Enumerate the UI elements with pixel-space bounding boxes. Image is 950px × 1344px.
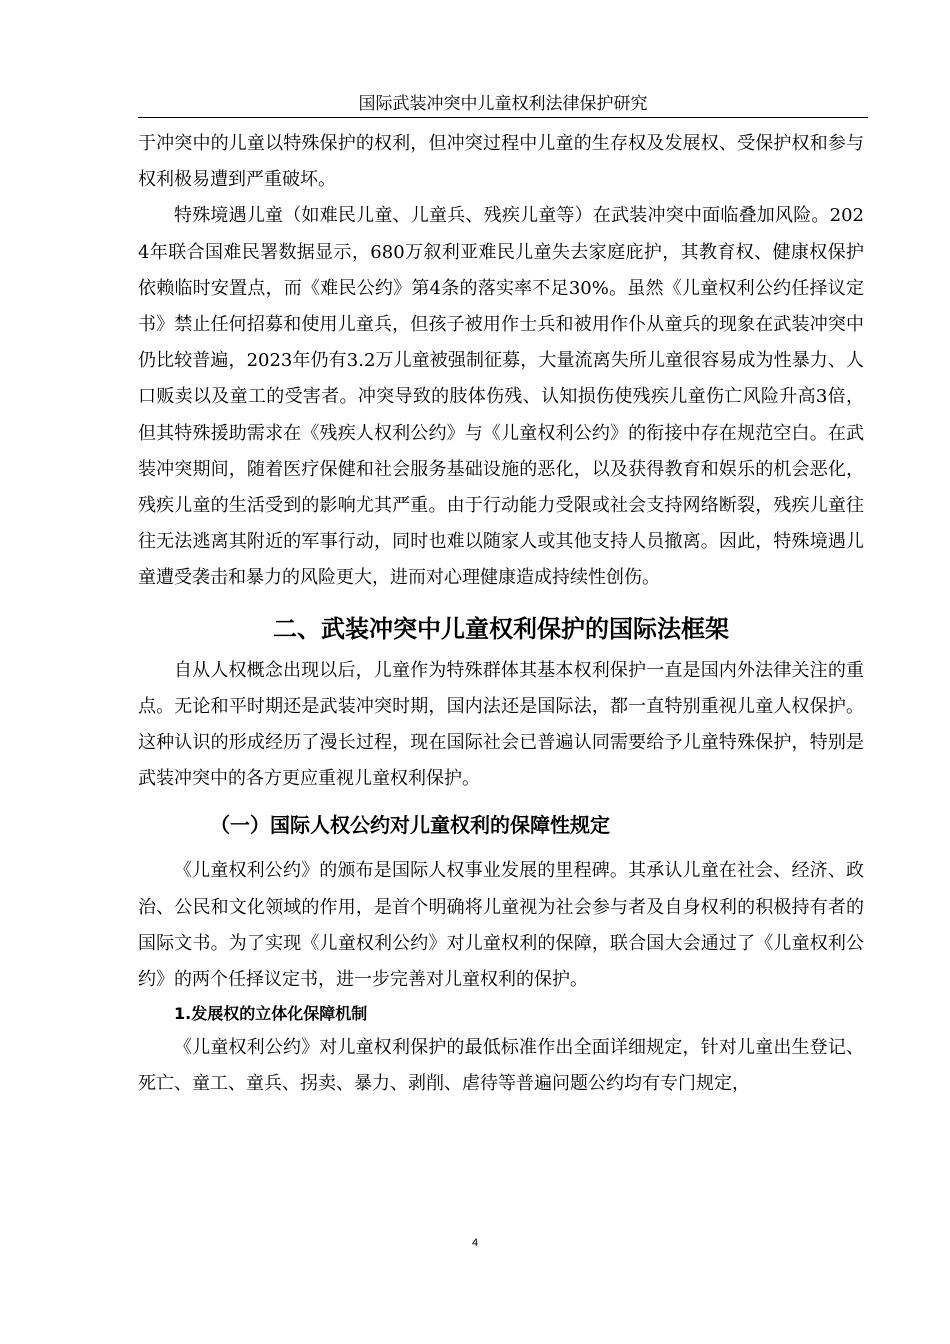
paragraph-crc-standards: 《儿童权利公约》对儿童权利保护的最低标准作出全面详细规定，针对儿童出生登记、死亡、童工、童兵、拐卖、暴力、剥削、虐待等普遍问题公约均有专门规定， — [138, 1037, 864, 1095]
page-header: 国际武装冲突中儿童权利法律保护研究 — [138, 91, 868, 118]
page-number: 4 — [471, 1237, 479, 1249]
subsection-heading: （一）国际人权公约对儿童权利的保障性规定 — [210, 813, 610, 838]
paragraph-crc-milestone: 《儿童权利公约》的颁布是国际人权事业发展的里程碑。其承认儿童在社会、经济、政治、公民和文化领域的作用，是首个明确将儿童视为社会参与者及自身权利的积极持有者的国际文书。为了实现《儿童权利公约》对儿童权利的保障，联合国大会通过了《儿童权利公约》的两个任择议定书，进一步完善对儿童权利的保护。 — [138, 860, 864, 991]
item-heading: 1.发展权的立体化保障机制 — [174, 1004, 368, 1024]
document-body — [138, 126, 864, 1103]
paragraph-continuation: 于冲突中的儿童以特殊保护的权利，但冲突过程中儿童的生存权及发展权、受保护权和参与权利极易遭到严重破坏。 — [138, 133, 864, 191]
paragraph-human-rights-intro: 自从人权概念出现以后，儿童作为特殊群体其基本权利保护一直是国内外法律关注的重点。无论和平时期还是武装冲突时期，国内法还是国际法，都一直特别重视儿童人权保护。这种认识的形成经历了漫长过程，现在国际社会已普遍认同需要给予儿童特殊保护，特别是武装冲突中的各方更应重视儿童权利保护。 — [138, 659, 864, 790]
paragraph-special-children: 特殊境遇儿童（如难民儿童、儿童兵、残疾儿童等）在武装冲突中面临叠加风险。2024年联合国难民署数据显示，680万叙利亚难民儿童失去家庭庇护，其教育权、健康权保护依赖临时安置点，而《难民公约》第4条的落实率不足30%。虽然《儿童权利公约任择议定书》禁止任何招募和使用儿童兵，但孩子被用作士兵和被用作仆从童兵的现象在武装冲突中仍比较普遍，2023年仍有3.2万儿童被强制征募，大量流离失所儿童很容易成为性暴力、人口贩卖以及童工的受害者。冲突导致的肢体伤残、认知损伤使残疾儿童伤亡风险升高3倍，但其特殊援助需求在《残疾人权利公约》与《儿童权利公约》的衔接中存在规范空白。在武装冲突期间，随着医疗保健和社会服务基础设施的恶化，以及获得教育和娱乐的机会恶化，残疾儿童的生活受到的影响尤其严重。由于行动能力受限或社会支持网络断裂，残疾儿童往往无法逃离其附近的军事行动，同时也难以随家人或其他支持人员撤离。因此，特殊境遇儿童遭受袭击和暴力的风险更大，进而对心理健康造成持续性创伤。 — [138, 205, 864, 589]
section-heading: 二、武装冲突中儿童权利保护的国际法框架 — [273, 614, 729, 643]
